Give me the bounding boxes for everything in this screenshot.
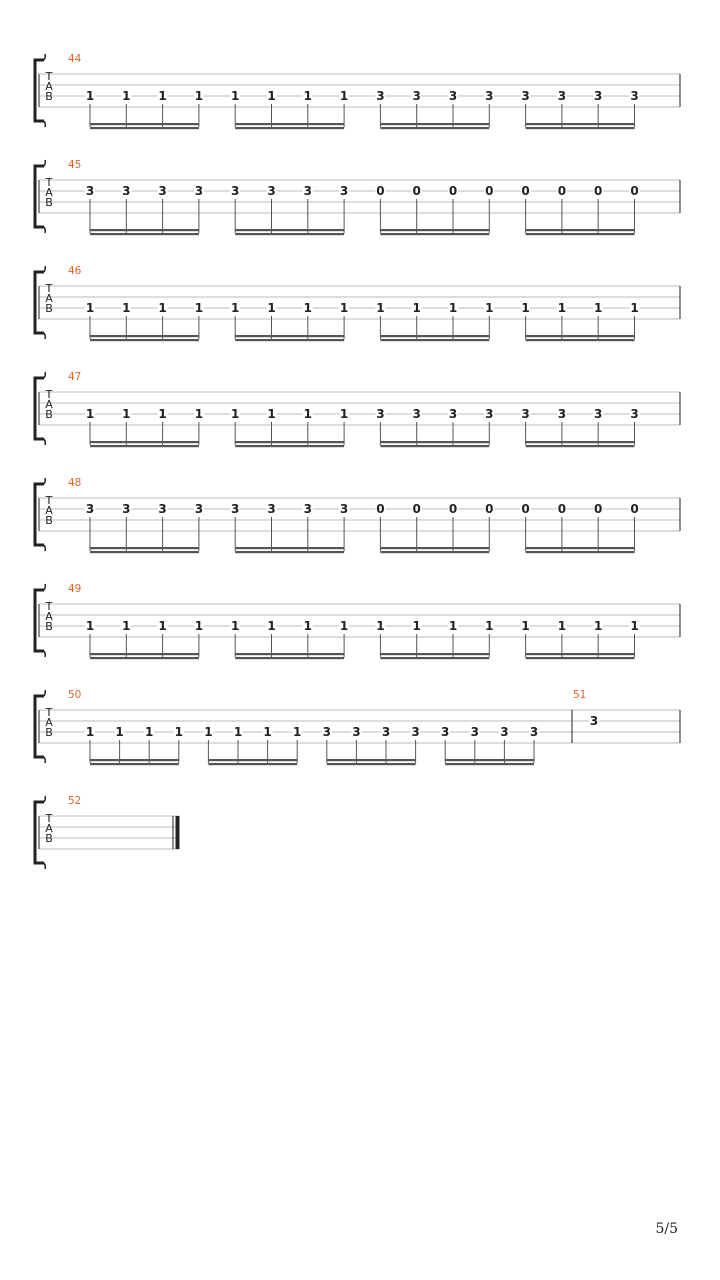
fret-number: 1	[448, 301, 458, 315]
beam-primary	[526, 547, 635, 549]
fret-number: 0	[448, 502, 458, 516]
beam-secondary	[526, 339, 635, 341]
fret-number: 1	[122, 301, 131, 315]
beam-secondary	[90, 339, 199, 341]
fret-number: 3	[448, 89, 458, 103]
fret-number: 1	[630, 619, 639, 633]
measure-number: 48	[68, 477, 82, 489]
fret-number: 3	[267, 502, 276, 516]
fret-number: 3	[381, 725, 391, 739]
fret-number: 3	[594, 89, 603, 103]
tab-clef-letter: A	[45, 398, 53, 411]
fret-number: 1	[122, 619, 131, 633]
fret-number: 1	[267, 89, 276, 103]
tab-clef-letter: B	[45, 514, 53, 527]
fret-number: 1	[231, 407, 240, 421]
beam-primary	[380, 653, 489, 655]
beam-secondary	[380, 233, 489, 235]
tab-clef-letter: A	[45, 716, 53, 729]
beam-secondary	[235, 233, 344, 235]
tab-clef-letter: T	[45, 706, 53, 719]
system-bracket-hook	[44, 54, 45, 60]
beam-secondary	[90, 551, 199, 553]
beam-secondary	[526, 551, 635, 553]
tab-clef-letter: B	[45, 196, 53, 209]
fret-number: 3	[122, 184, 131, 198]
fret-number: 1	[158, 301, 167, 315]
fret-number: 1	[339, 619, 349, 633]
fret-number: 1	[194, 301, 204, 315]
fret-number: 3	[485, 89, 494, 103]
beam-primary	[445, 759, 534, 761]
measure-number: 45	[68, 159, 82, 171]
fret-number: 1	[303, 89, 312, 103]
fret-number: 0	[594, 502, 603, 516]
fret-number: 0	[630, 502, 639, 516]
fret-number: 1	[412, 301, 421, 315]
system-bracket-hook	[44, 372, 45, 378]
beam-primary	[235, 547, 344, 549]
fret-number: 1	[233, 725, 243, 739]
fret-number: 0	[521, 502, 530, 516]
tab-clef-letter: T	[45, 282, 53, 295]
tab-clef-letter: T	[45, 812, 53, 825]
beam-secondary	[380, 339, 489, 341]
fret-number: 3	[352, 725, 361, 739]
fret-number: 1	[158, 407, 167, 421]
fret-number: 3	[529, 725, 539, 739]
system-bracket-hook	[44, 160, 45, 166]
fret-number: 1	[85, 725, 95, 739]
tab-clef-letter: B	[45, 302, 53, 315]
system-bracket-hook	[44, 545, 45, 551]
tab-clef-letter: T	[45, 388, 53, 401]
tab-system	[35, 795, 179, 869]
system-bracket-hook	[44, 757, 45, 763]
fret-number: 3	[85, 502, 95, 516]
beam-primary	[526, 335, 635, 337]
beam-primary	[526, 653, 635, 655]
fret-number: 1	[594, 301, 603, 315]
beam-primary	[526, 441, 635, 443]
fret-number: 3	[630, 407, 639, 421]
beam-primary	[235, 123, 344, 125]
tab-clef-letter: T	[45, 70, 53, 83]
beam-primary	[380, 547, 489, 549]
fret-number: 1	[376, 301, 385, 315]
fret-number: 1	[267, 301, 276, 315]
system-bracket-hook	[44, 439, 45, 445]
system-bracket-hook	[44, 227, 45, 233]
fret-number: 1	[194, 407, 204, 421]
fret-number: 1	[122, 89, 131, 103]
beam-secondary	[380, 657, 489, 659]
fret-number: 1	[85, 89, 95, 103]
beam-primary	[208, 759, 297, 761]
fret-number: 1	[339, 89, 349, 103]
system-bracket-hook	[44, 690, 45, 696]
beam-primary	[235, 441, 344, 443]
system-bracket-hook	[44, 266, 45, 272]
beam-secondary	[445, 763, 534, 765]
beam-secondary	[235, 657, 344, 659]
fret-number: 1	[263, 725, 272, 739]
beam-primary	[90, 547, 199, 549]
beam-secondary	[526, 445, 635, 447]
fret-number: 3	[303, 502, 312, 516]
system-bracket-hook	[44, 863, 45, 869]
fret-number: 1	[630, 301, 639, 315]
system-bracket-hook	[44, 651, 45, 657]
tab-clef-letter: A	[45, 186, 53, 199]
tab-system	[35, 265, 680, 341]
beam-primary	[90, 229, 199, 231]
fret-number: 3	[557, 407, 567, 421]
fret-number: 3	[322, 725, 331, 739]
beam-secondary	[235, 127, 344, 129]
tab-clef-letter: B	[45, 620, 53, 633]
fret-number: 0	[448, 184, 458, 198]
fret-number: 1	[521, 619, 530, 633]
measure-number: 51	[573, 689, 587, 701]
fret-number: 3	[231, 184, 240, 198]
fret-number: 3	[158, 184, 167, 198]
fret-number: 3	[194, 184, 204, 198]
fret-number: 0	[485, 502, 494, 516]
fret-number: 3	[194, 502, 204, 516]
fret-number: 1	[158, 619, 167, 633]
fret-number: 3	[376, 89, 385, 103]
fret-number: 1	[194, 619, 204, 633]
measure-number: 47	[68, 371, 82, 383]
tab-system	[35, 371, 680, 447]
beam-primary	[526, 123, 635, 125]
tab-clef-letter: B	[45, 832, 53, 845]
fret-number: 1	[557, 619, 567, 633]
tab-clef-letter: B	[45, 726, 53, 739]
tab-clef-letter: T	[45, 600, 53, 613]
beam-secondary	[235, 551, 344, 553]
fret-number: 1	[376, 619, 385, 633]
fret-number: 1	[293, 725, 302, 739]
fret-number: 1	[85, 301, 95, 315]
beam-primary	[90, 653, 199, 655]
fret-number: 0	[594, 184, 603, 198]
fret-number: 0	[412, 502, 421, 516]
tab-clef-letter: A	[45, 504, 53, 517]
beam-secondary	[380, 551, 489, 553]
fret-number: 1	[267, 619, 276, 633]
fret-number: 1	[303, 407, 312, 421]
fret-number: 1	[204, 725, 213, 739]
fret-number: 1	[594, 619, 603, 633]
fret-number: 1	[303, 619, 312, 633]
fret-number: 0	[376, 502, 385, 516]
fret-number: 1	[231, 619, 240, 633]
fret-number: 3	[267, 184, 276, 198]
beam-secondary	[235, 339, 344, 341]
fret-number: 0	[521, 184, 530, 198]
fret-number: 1	[339, 301, 349, 315]
fret-number: 3	[594, 407, 603, 421]
beam-secondary	[380, 445, 489, 447]
system-bracket-hook	[44, 796, 45, 802]
beam-primary	[235, 335, 344, 337]
tab-system	[35, 159, 680, 235]
measure-number: 46	[68, 265, 82, 277]
tab-clef-letter: B	[45, 90, 53, 103]
fret-number: 3	[158, 502, 167, 516]
beam-primary	[90, 335, 199, 337]
fret-number: 3	[412, 89, 421, 103]
fret-number: 3	[122, 502, 131, 516]
measure-number: 44	[68, 53, 82, 65]
fret-number: 3	[470, 725, 479, 739]
tab-system	[35, 477, 680, 553]
measure-number: 52	[68, 795, 82, 807]
beam-primary	[235, 229, 344, 231]
fret-number: 3	[339, 502, 349, 516]
beam-secondary	[90, 233, 199, 235]
system-bracket-hook	[44, 333, 45, 339]
beam-secondary	[526, 127, 635, 129]
fret-number: 3	[630, 89, 639, 103]
fret-number: 0	[557, 184, 567, 198]
fret-number: 3	[303, 184, 312, 198]
beam-primary	[526, 229, 635, 231]
page-number: 5/5	[655, 1221, 678, 1237]
beam-primary	[380, 335, 489, 337]
beam-secondary	[235, 445, 344, 447]
fret-number: 3	[441, 725, 450, 739]
tab-clef-letter: T	[45, 494, 53, 507]
fret-number: 1	[267, 407, 276, 421]
beam-secondary	[90, 127, 199, 129]
fret-number: 1	[122, 407, 131, 421]
beam-secondary	[90, 657, 199, 659]
fret-number: 0	[630, 184, 639, 198]
fret-number: 3	[376, 407, 385, 421]
fret-number: 3	[231, 502, 240, 516]
tab-clef-letter: A	[45, 610, 53, 623]
beam-primary	[327, 759, 416, 761]
fret-number: 3	[411, 725, 420, 739]
fret-number: 0	[376, 184, 385, 198]
fret-number: 3	[521, 89, 530, 103]
beam-secondary	[380, 127, 489, 129]
fret-number: 1	[521, 301, 530, 315]
fret-number: 3	[448, 407, 458, 421]
measure-number: 50	[68, 689, 82, 701]
fret-number: 3	[339, 184, 349, 198]
beam-primary	[380, 229, 489, 231]
tab-clef-letter: T	[45, 176, 53, 189]
fret-number: 3	[500, 725, 509, 739]
fret-number: 1	[339, 407, 349, 421]
beam-primary	[380, 441, 489, 443]
tab-system	[35, 583, 680, 659]
beam-primary	[90, 759, 179, 761]
fret-number: 1	[115, 725, 124, 739]
beam-secondary	[208, 763, 297, 765]
beam-primary	[380, 123, 489, 125]
fret-number: 3	[412, 407, 421, 421]
system-bracket-hook	[44, 478, 45, 484]
fret-number: 3	[85, 184, 95, 198]
beam-secondary	[526, 233, 635, 235]
fret-number: 0	[557, 502, 567, 516]
fret-number: 1	[448, 619, 458, 633]
fret-number: 1	[485, 301, 494, 315]
beam-secondary	[90, 445, 199, 447]
tab-system	[35, 689, 680, 765]
tab-clef-letter: A	[45, 822, 53, 835]
fret-number: 3	[589, 714, 599, 728]
fret-number: 1	[174, 725, 183, 739]
fret-number: 1	[485, 619, 494, 633]
beam-primary	[235, 653, 344, 655]
tab-clef-letter: B	[45, 408, 53, 421]
system-bracket-hook	[44, 584, 45, 590]
fret-number: 3	[521, 407, 530, 421]
tab-system	[35, 53, 680, 129]
fret-number: 1	[557, 301, 567, 315]
beam-secondary	[327, 763, 416, 765]
fret-number: 1	[85, 619, 95, 633]
fret-number: 3	[557, 89, 567, 103]
tab-clef-letter: A	[45, 80, 53, 93]
tab-clef-letter: A	[45, 292, 53, 305]
fret-number: 1	[158, 89, 167, 103]
fret-number: 1	[145, 725, 154, 739]
beam-secondary	[526, 657, 635, 659]
fret-number: 1	[303, 301, 312, 315]
measure-number: 49	[68, 583, 82, 595]
fret-number: 1	[231, 89, 240, 103]
fret-number: 0	[412, 184, 421, 198]
system-bracket-hook	[44, 121, 45, 127]
fret-number: 1	[194, 89, 204, 103]
beam-secondary	[90, 763, 179, 765]
fret-number: 1	[412, 619, 421, 633]
fret-number: 0	[485, 184, 494, 198]
beam-primary	[90, 441, 199, 443]
fret-number: 1	[85, 407, 95, 421]
fret-number: 3	[485, 407, 494, 421]
beam-primary	[90, 123, 199, 125]
fret-number: 1	[231, 301, 240, 315]
